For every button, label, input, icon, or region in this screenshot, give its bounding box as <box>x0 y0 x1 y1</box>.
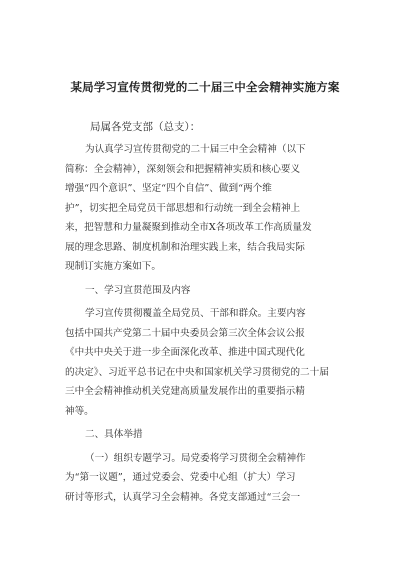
paragraph-line: 来，把智慧和力量凝聚到推动全市X各项改革工作高质量发 <box>65 222 312 233</box>
section2-paragraph <box>65 449 365 508</box>
paragraph-line: 《中共中央关于进一步全面深化改革、推进中国式现代化 <box>65 347 305 358</box>
section-heading-2: 二、具体举措 <box>85 429 143 440</box>
paragraph-line: 简称：全会精神），深刻领会和把握精神实质和核心要义 <box>65 163 301 175</box>
section-heading-1: 一、学习宣贯范围及内容 <box>85 284 191 296</box>
paragraph-line: 神等。 <box>65 405 94 417</box>
intro-paragraph <box>65 140 365 277</box>
paragraph-line: 展的理念思路、制度机制和治理实践上来，结合我局实际 <box>65 241 305 253</box>
paragraph-line: 三中全会精神推动机关党建高质量发展作出的重要指示精 <box>65 386 305 397</box>
paragraph-line: 为“第一议题”，通过党委会、党委中心组（扩大）学习 <box>65 472 296 483</box>
paragraph-line: 包括中国共产党第二十届中央委员会第三次全体会议公报 <box>65 327 305 339</box>
document-title: 某局学习宣传贯彻党的二十届三中全会精神实施方案 <box>70 80 340 94</box>
paragraph-line: （一）组织专题学习。局党委将学习贯彻全会精神作 <box>85 452 306 464</box>
paragraph-line: 学习宣传贯彻覆盖全局党员、干部和群众。主要内容 <box>85 308 306 319</box>
paragraph-line: 为认真学习宣传贯彻党的二十届三中全会精神（以下 <box>85 144 306 155</box>
paragraph-line: 现制订实施方案如下。 <box>65 261 161 272</box>
section1-paragraph <box>65 304 365 421</box>
paragraph-line: 研讨等形式，认真学习全会精神。各党支部通过“三会一 <box>65 491 301 503</box>
salutation: 局属各党支部（总支）： <box>90 121 201 133</box>
document-body <box>65 118 365 507</box>
paragraph-line: 的决定》、习近平总书记在中央和国家机关学习贯彻党的二十届 <box>65 366 329 378</box>
paragraph-line: 护”，切实把全局党员干部思想和行动统一到全会精神上 <box>65 202 301 214</box>
paragraph-line: 增强“四个意识”、坚定“四个自信”、做到“两个维 <box>65 183 272 194</box>
